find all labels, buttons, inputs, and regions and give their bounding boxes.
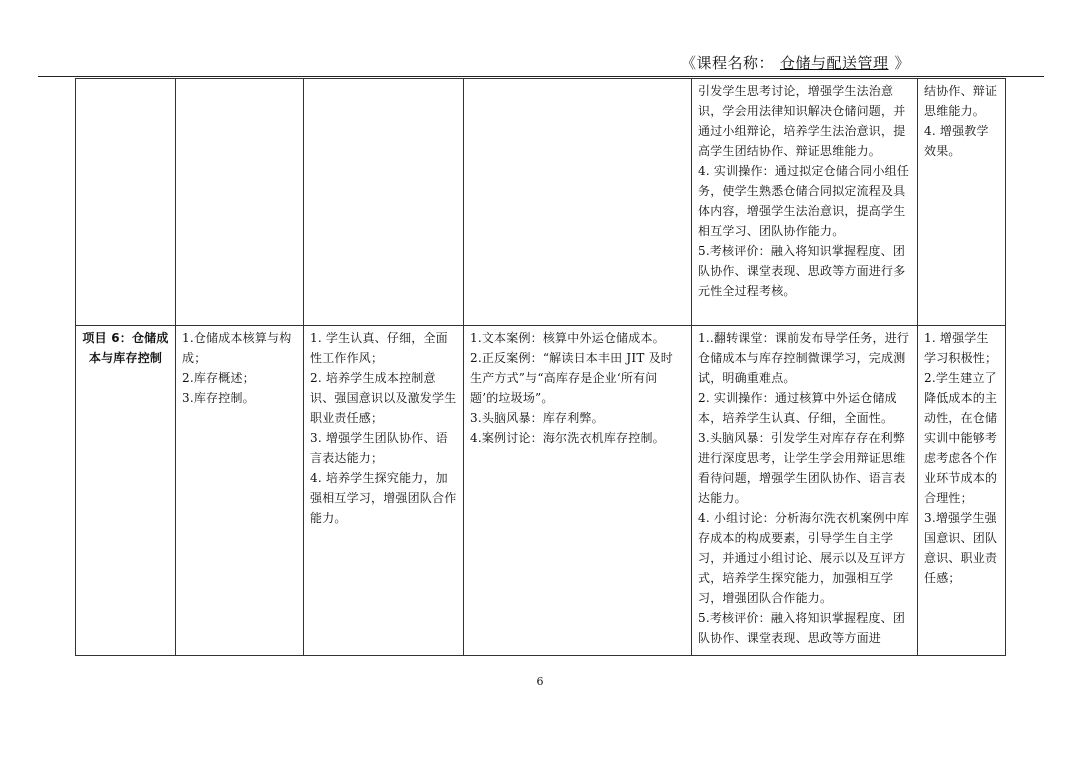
goals-cell	[304, 79, 464, 326]
course-title-suffix: 》	[894, 54, 910, 72]
process-item: 引发学生思考讨论，增强学生法治意识，学会用法律知识解决仓储问题，并通过小组辩论，培养学生法治意识，提高学生团结协作、辩证思维能力。	[698, 84, 906, 158]
process-cell	[692, 326, 918, 656]
process-item: 4. 实训操作：通过拟定仓储合同小组任务，使学生熟悉仓储合同拟定流程及具体内容，增强学生法治意识，提高学生相互学习、团队协作能力。	[698, 164, 910, 238]
case-item: 3.头脑风暴：库存利弊。	[470, 411, 604, 425]
effect-item: 结协作、辩证思维能力。	[924, 84, 998, 118]
table-row	[76, 79, 1006, 326]
process-item: 3.头脑风暴：引发学生对库存存在利弊进行深度思考，让学生学会用辩证思维看待问题，增强学生团队协作、语言表达能力。	[698, 431, 906, 505]
goal-item: 3. 增强学生团队协作、语言表达能力；	[310, 431, 448, 465]
goal-item: 2. 培养学生成本控制意识、强国意识以及激发学生职业责任感；	[310, 371, 457, 425]
process-cell	[692, 79, 918, 326]
project-title: 项目 6：仓储成本与库存控制	[76, 326, 176, 656]
case-item: 4.案例讨论：海尔洗衣机库存控制。	[470, 431, 665, 445]
goal-item: 1. 学生认真、仔细，全面性工作作风；	[310, 331, 448, 365]
case-item: 2.正反案例：“解读日本丰田 JIT 及时生产方式”与“高库存是企业‘所有问题’的垃圾场”。	[470, 351, 673, 405]
goal-item: 4. 培养学生探究能力，加强相互学习，增强团队合作能力。	[310, 471, 457, 525]
table-row	[76, 326, 1006, 656]
effect-item: 1. 增强学生学习积极性；	[924, 331, 998, 365]
effects-cell	[918, 326, 1006, 656]
content-item: 3.库存控制。	[182, 391, 255, 405]
course-title-prefix: 《课程名称：	[680, 54, 774, 72]
course-title	[681, 52, 910, 73]
cases-cell	[464, 326, 692, 656]
content-cell	[176, 79, 304, 326]
process-item: 4. 小组讨论：分析海尔洗衣机案例中库存成本的构成要素，引导学生自主学习，并通过小组讨论、展示以及互评方式，培养学生探究能力，加强相互学习，增强团队合作能力。	[698, 511, 910, 605]
effects-cell	[918, 79, 1006, 326]
header-rule	[38, 76, 1044, 77]
project-cell	[76, 79, 176, 326]
case-item: 1.文本案例：核算中外运仓储成本。	[470, 331, 665, 345]
goals-cell	[304, 326, 464, 656]
effect-item: 3.增强学生强国意识、团队意识、职业责任感；	[924, 511, 998, 585]
cases-cell	[464, 79, 692, 326]
content-item: 1.仓储成本核算与构成；	[182, 331, 292, 365]
content-item: 2.库存概述；	[182, 371, 255, 385]
process-item: 5.考核评价：融入将知识掌握程度、团队协作、课堂表现、思政等方面进	[698, 611, 906, 645]
effect-item: 2.学生建立了降低成本的主动性，在仓储实训中能够考虑考虑各个作业环节成本的合理性；	[924, 371, 998, 505]
effect-item: 4. 增强教学效果。	[924, 124, 989, 158]
course-name: 仓储与配送管理	[779, 54, 889, 72]
content-cell	[176, 326, 304, 656]
process-item: 1..翻转课堂：课前发布导学任务，进行仓储成本与库存控制微课学习，完成测试，明确重难点。	[698, 331, 910, 385]
page-number: 6	[536, 675, 544, 688]
course-plan-table	[75, 78, 1006, 656]
process-item: 2. 实训操作：通过核算中外运仓储成本，培养学生认真、仔细，全面性。	[698, 391, 897, 425]
process-item: 5.考核评价：融入将知识掌握程度、团队协作、课堂表现、思政等方面进行多元性全过程考核。	[698, 244, 906, 298]
